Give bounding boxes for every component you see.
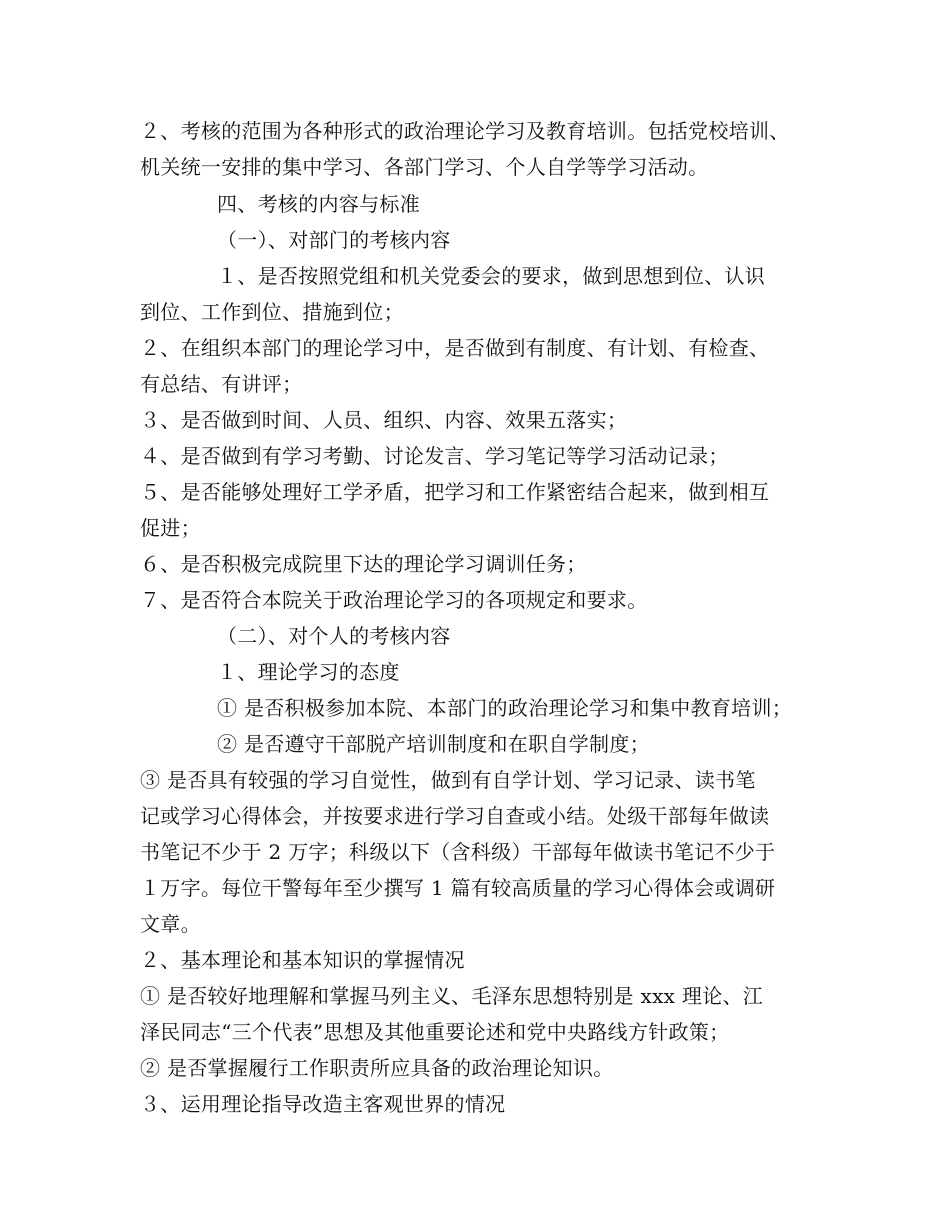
text-line: ３、运用理论指导改造主客观世界的情况	[140, 1092, 506, 1116]
text-line: 泽民同志“三个代表”思想及其他重要论述和党中央路线方针政策；	[140, 1020, 730, 1044]
text-line: 到位、工作到位、措施到位；	[140, 300, 404, 324]
subsection-heading: （一）、对部门的考核内容	[217, 228, 451, 252]
text-line: ② 是否掌握履行工作职责所应具备的政治理论知识。	[140, 1056, 614, 1080]
text-line: ２、在组织本部门的理论学习中，是否做到有制度、有计划、有检查、	[140, 336, 770, 360]
text-line: ② 是否遵守干部脱产培训制度和在职自学制度；	[217, 732, 650, 756]
text-line: １、理论学习的态度	[217, 660, 400, 684]
section-heading: 四、考核的内容与标准	[217, 192, 420, 216]
text-line: ６、是否积极完成院里下达的理论学习调训任务；	[140, 552, 587, 576]
text-line: 促进；	[140, 516, 201, 540]
text-line: ４、是否做到有学习考勤、讨论发言、学习笔记等学习活动记录；	[140, 444, 729, 468]
text-line: 书笔记不少于 2 万字；科级以下（含科级）干部每年做读书笔记不少于	[140, 840, 776, 864]
text-line: 记或学习心得体会，并按要求进行学习自查或小结。处级干部每年做读	[140, 804, 770, 828]
text-line: ① 是否较好地理解和掌握马列主义、毛泽东思想特别是 xxx 理论、江	[140, 984, 764, 1008]
text-line: ① 是否积极参加本院、本部门的政治理论学习和集中教育培训；	[217, 696, 793, 720]
text-line: 文章。	[140, 912, 201, 936]
text-line: １、是否按照党组和机关党委会的要求，做到思想到位、认识	[217, 264, 766, 288]
text-line: ７、是否符合本院关于政治理论学习的各项规定和要求。	[140, 588, 648, 612]
text-line: ２、考核的范围为各种形式的政治理论学习及教育培训。包括党校培训、	[140, 119, 790, 143]
text-line: ５、是否能够处理好工学矛盾，把学习和工作紧密结合起来，做到相互	[140, 480, 770, 504]
text-line: ③ 是否具有较强的学习自觉性，做到有自学计划、学习记录、读书笔	[140, 768, 756, 792]
text-line: ２、基本理论和基本知识的掌握情况	[140, 948, 465, 972]
text-line: ３、是否做到时间、人员、组织、内容、效果五落实；	[140, 408, 628, 432]
text-line: 机关统一安排的集中学习、各部门学习、个人自学等学习活动。	[140, 155, 709, 179]
subsection-heading: （二）、对个人的考核内容	[217, 624, 451, 648]
text-line: １万字。每位干警每年至少撰写 1 篇有较高质量的学习心得体会或调研	[140, 876, 776, 900]
text-line: 有总结、有讲评；	[140, 372, 303, 396]
